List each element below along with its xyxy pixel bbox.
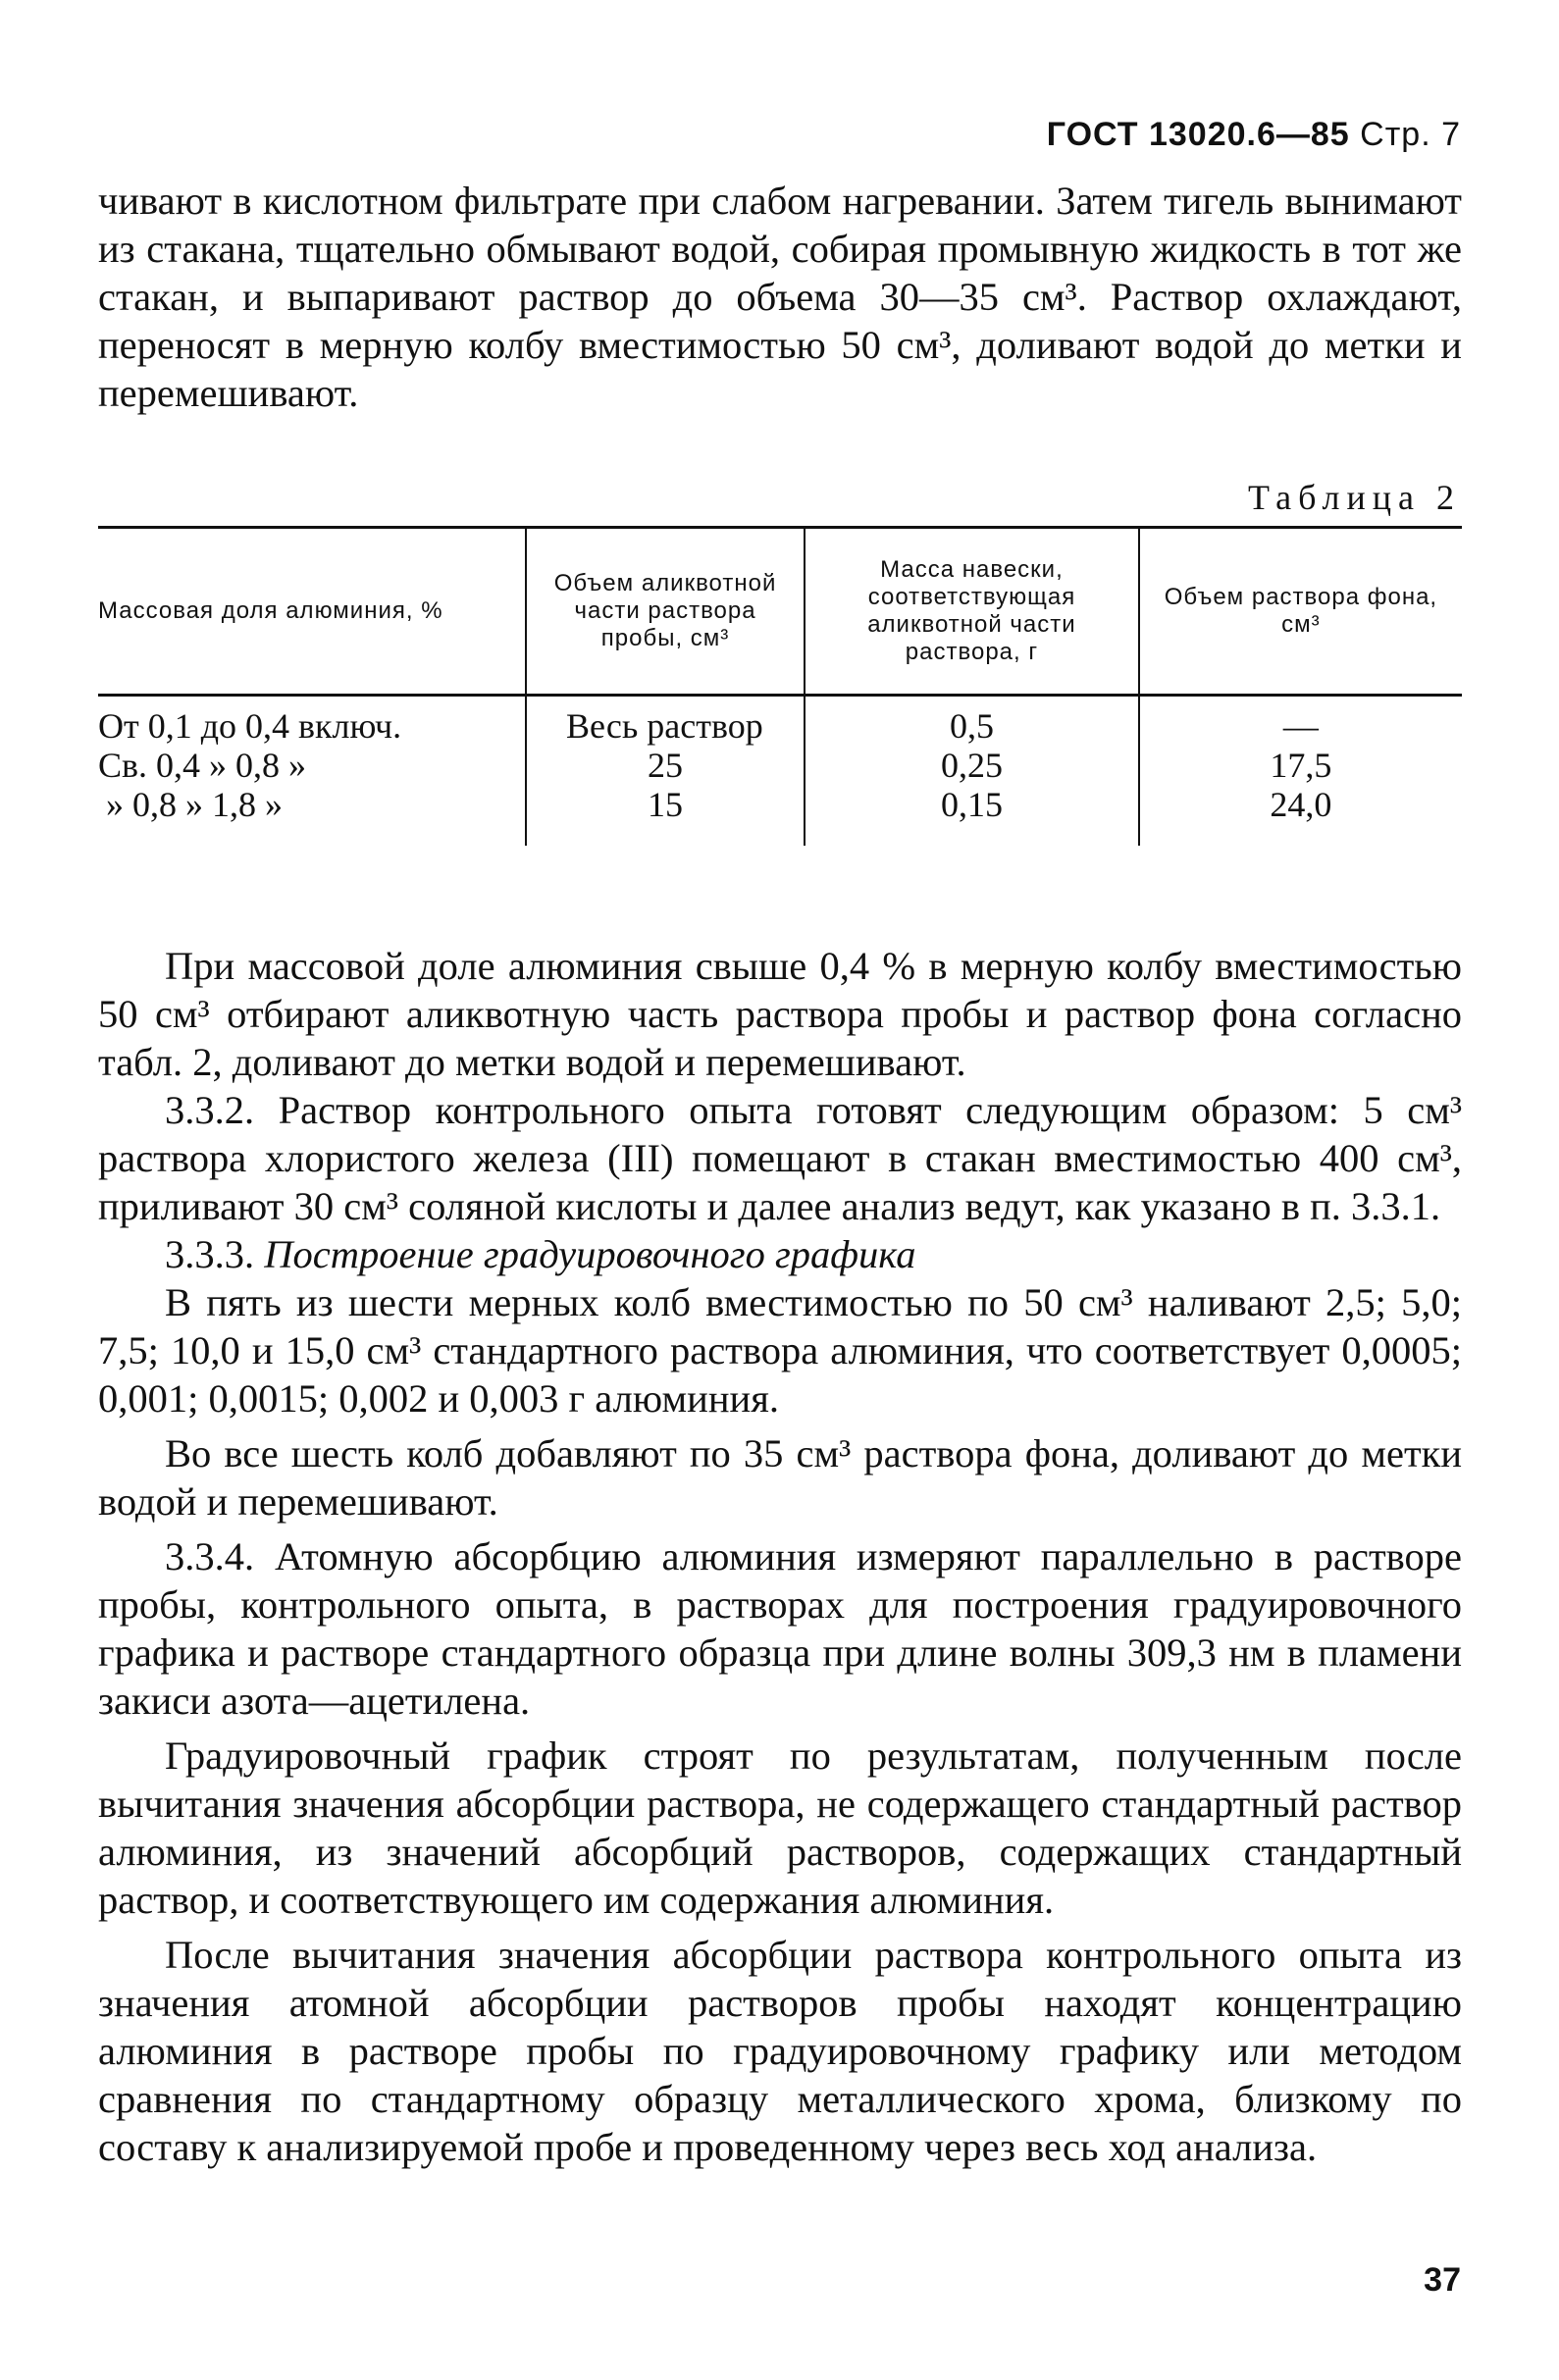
cell-aliquot: Весь раствор [526,706,805,746]
paragraph-flasks: В пять из шести мерных колб вместимостью по 50 см³ наливают 2,5; 5,0; 7,5; 10,0 и 15,0 см³ стандартного раствора алюминия, что соответствует 0,0005; 0,001; 0,0015; 0,002 и 0,003 г алюминия. [98,1280,1462,1421]
cell-aliquot: 25 [526,746,805,785]
cell-range: Св. 0,4 » 0,8 » [98,746,307,785]
paragraph-background-solution: Во все шесть колб добавляют по 35 см³ раствора фона, доливают до метки водой и перемешивают. [98,1431,1462,1524]
cell-background: — [1139,706,1462,746]
intro-text-block [98,177,1462,417]
table-header-aliquot-volume: Объем аликвотной части раствора пробы, см³ [526,528,805,696]
header-page-label: Стр. 7 [1360,116,1461,153]
table-header-background-volume: Объем раствора фона, см³ [1139,528,1462,696]
paragraph-3-3-3-heading [98,1230,1462,1278]
cell-mass: 0,15 [805,785,1139,846]
cell-range: » 0,8 » 1,8 » [106,785,283,824]
paragraph-aliquot: При массовой доле алюминия свыше 0,4 % в мерную колбу вместимостью 50 см³ отбирают аликвотную часть раствора пробы и раствор фона согласно табл. 2, доливают до метки водой и перемешивают. [98,944,1462,1084]
body-text-block [98,942,1462,2171]
table-header-mass-fraction: Массовая доля алюминия, % [98,528,526,696]
paragraph-3-3-2: 3.3.2. Раствор контрольного опыта готовят следующим образом: 5 см³ раствора хлористого железа (III) помещают в стакан вместимостью 400 см³, приливают 30 см³ соляной кислоты и далее анализ ведут, как указано в п. 3.3.1. [98,1088,1462,1228]
cell-mass: 0,5 [805,706,1139,746]
table-header-row [98,528,1462,696]
table-row [98,706,1462,746]
paragraph-concentration: После вычитания значения абсорбции раствора контрольного опыта из значения атомной абсорбции растворов пробы находят концентрацию алюминия в растворе пробы по градуировочному графику или методом сравнения по стандартному образцу металлического хрома, близкому по составу к анализируемой пробе и проведенному через весь ход анализа. [98,1933,1462,2169]
table-row [98,746,1462,785]
intro-paragraph: чивают в кислотном фильтрате при слабом нагревании. Затем тигель вынимают из стакана, тщательно обмывают водой, собирая промывную жидкость в тот же стакан, и выпаривают раствор до объема 30—35 см³. Раствор охлаждают, переносят в мерную колбу вместимостью 50 см³, доливают водой до метки и перемешивают. [98,179,1462,415]
table-2 [98,526,1462,846]
section-number: 3.3.3. [165,1232,255,1276]
table-spacer-row [98,696,1462,707]
table-row [98,785,1462,846]
paragraph-calibration: Градуировочный график строят по результатам, полученным после вычитания значения абсорбции раствора, не содержащего стандартный раствор алюминия, из значений абсорбций растворов, содержащих стандартный раствор, и соответствующего им содержания алюминия. [98,1733,1462,1922]
cell-mass: 0,25 [805,746,1139,785]
section-title: Построение градуировочного графика [264,1232,916,1276]
cell-background: 17,5 [1139,746,1462,785]
table-caption: Таблица 2 [1248,478,1461,517]
cell-range: От 0,1 до 0,4 включ. [98,706,402,746]
cell-background: 24,0 [1139,785,1462,846]
cell-aliquot: 15 [526,785,805,846]
page-number: 37 [1424,2261,1461,2299]
running-header [1047,116,1461,154]
header-standard: ГОСТ 13020.6—85 [1046,116,1350,153]
table-header-sample-mass: Масса навески, соответствующая аликвотной части раствора, г [805,528,1139,696]
paragraph-3-3-4: 3.3.4. Атомную абсорбцию алюминия измеряют параллельно в растворе пробы, контрольного опыта, в растворах для построения градуировочного графика и растворе стандартного образца при длине волны 309,3 нм в пламени закиси азота—ацетилена. [98,1534,1462,1723]
